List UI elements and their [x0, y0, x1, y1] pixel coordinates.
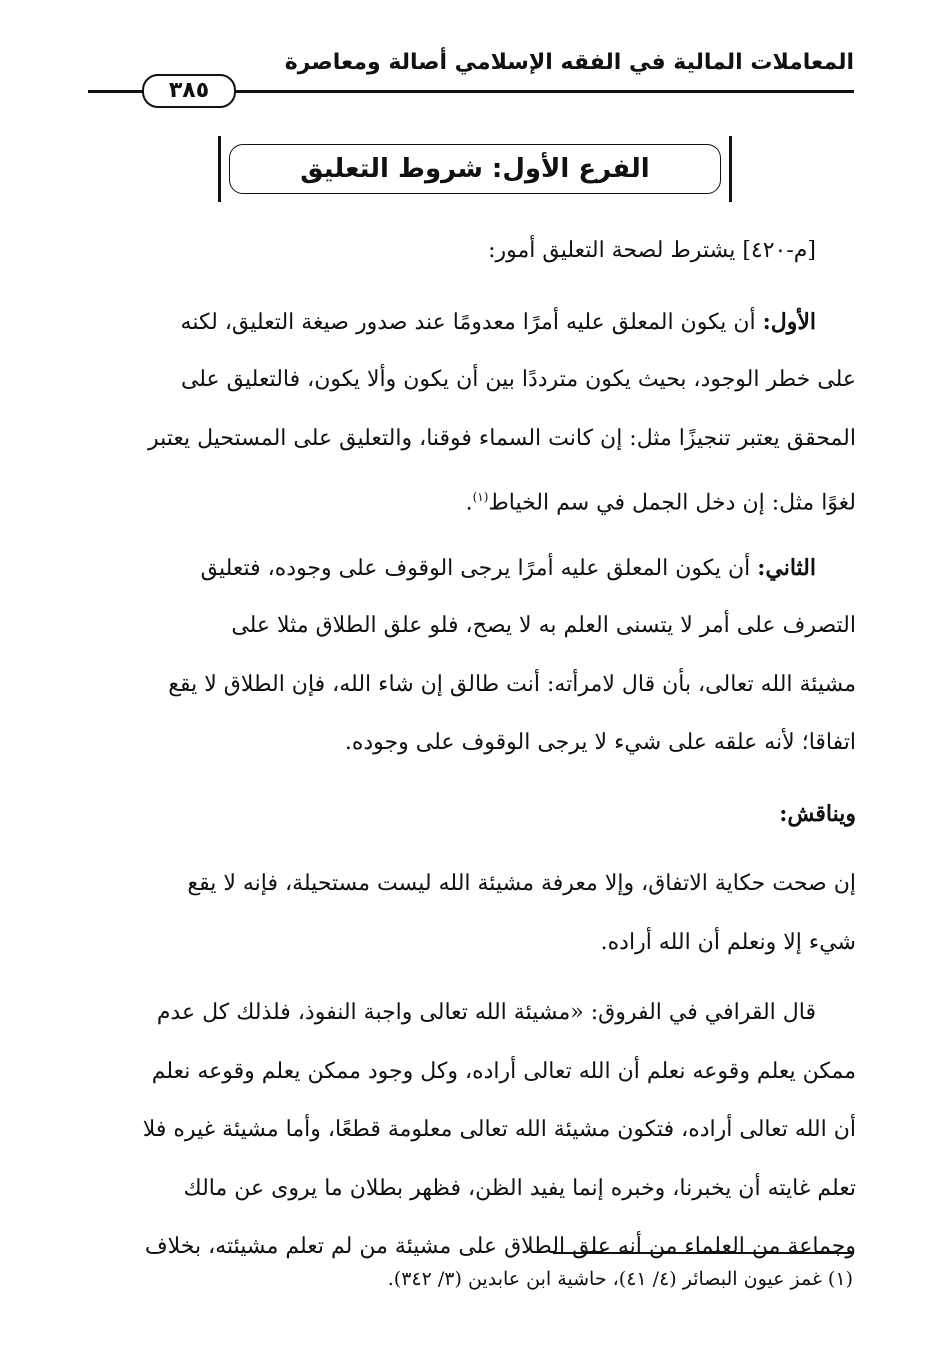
text-line: تعلم غايته أن يخبرنا، وخبره إنما يفيد الظن، فظهر بطلان ما يروى عن مالك [183, 1175, 856, 1201]
paragraph-second-condition [84, 539, 856, 773]
text-line: وجماعة من العلماء من أنه علق الطلاق على مشيئة من لم تعلم مشيئته، بخلاف [144, 1234, 856, 1259]
text-line: المحقق يعتبر تنجيزًا مثل: إن كانت السماء فوقنا، والتعليق على المستحيل يعتبر [147, 425, 856, 451]
text-line: قال القرافي في الفروق: «مشيئة الله تعالى واجبة النفوذ، فلذلك كل عدم [156, 1000, 816, 1025]
paragraph-qarafi-quote [84, 984, 856, 1277]
text-line: اتفاقا؛ لأنه علقه على شيء لا يرجى الوقوف على وجوده. [344, 730, 856, 755]
page-number: ٣٨٥ [142, 74, 236, 108]
text-line: شيء إلا ونعلم أن الله أراده. [600, 929, 856, 955]
footnote: (١) غمز عيون البصائر (٤/ ٤١)، حاشية ابن عابدين (٣/ ٣٤٢). [387, 1268, 853, 1290]
paragraph-first-condition [84, 293, 856, 527]
section-heading-frame [218, 136, 732, 202]
footnote-ref[interactable]: (١) [472, 490, 489, 504]
body-text [84, 222, 856, 1277]
text-line: التصرف على أمر لا يتسنى العلم به لا يصح، فلو علق الطلاق مثلا على [231, 613, 856, 638]
paragraph-intro [84, 222, 856, 281]
lead-term: ويناقش: [779, 800, 856, 827]
lead-term: الأول: [762, 308, 816, 335]
text-line: على خطر الوجود، بحيث يكون مترددًا بين أن يكون وألا يكون، فالتعليق على [180, 367, 856, 392]
text-line: ممكن يعلم وقوعه نعلم أن الله تعالى أراده، وكل وجود ممكن يعلم وقوعه نعلم [151, 1058, 856, 1084]
section-heading: الفرع الأول: شروط التعليق [300, 154, 650, 184]
text-line: الأول: أن يكون المعلق عليه أمرًا معدومًا عند صدور صيغة التعليق، لكنه [180, 308, 816, 335]
lead-term: الثاني: [757, 554, 816, 581]
text-line: أن الله تعالى أراده، فتكون مشيئة الله تعالى معلومة قطعًا، وأما مشيئة غيره فلا [142, 1117, 856, 1142]
footnote-rule [553, 1252, 853, 1254]
text-line [84, 785, 856, 844]
paragraph-discussion [84, 855, 856, 972]
text-line: [م-٤٢٠] يشترط لصحة التعليق أمور: [488, 238, 816, 263]
book-title: المعاملات المالية في الفقه الإسلامي أصالة ومعاصرة [284, 50, 854, 75]
paragraph-discussion-heading [84, 785, 856, 844]
text-line: مشيئة الله تعالى، بأن قال لامرأته: أنت طالق إن شاء الله، فإن الطلاق لا يقع [168, 671, 856, 697]
text-line: لغوًا مثل: إن دخل الجمل في سم الخياط$^{(١)}$. [465, 490, 856, 516]
text-line: إن صحت حكاية الاتفاق، وإلا معرفة مشيئة الله ليست مستحيلة، فإنه لا يقع [187, 871, 856, 896]
text-line: الثاني: أن يكون المعلق عليه أمرًا يرجى الوقوف على وجوده، فتعليق [200, 554, 816, 581]
